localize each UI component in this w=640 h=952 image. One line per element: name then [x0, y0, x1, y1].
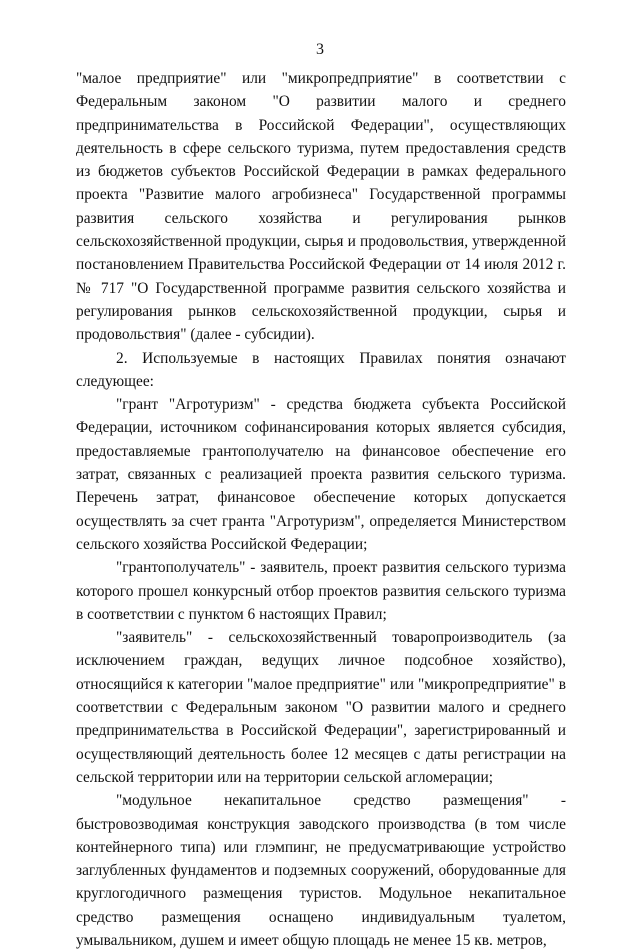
page-number: 3 [316, 41, 324, 58]
paragraph-definition-grant-recipient: "грантополучатель" - заявитель, проект развития сельского туризма которого прошел конкурсный отбор проектов развития сельского туризма в соответствии с пунктом 6 настоящих Правил; [76, 559, 566, 623]
paragraph-continuation: "малое предприятие" или "микропредприятие" в соответствии с Федеральным законом "О развитии малого и среднего предпринимательства в Российской Федерации", осуществляющих деятельность в сфере сельского туризма, путем предоставления средств из бюджетов субъектов Российской Федерации в рамках федерального проекта "Развитие малого агробизнеса" Государственной программы развития сельского хозяйства и регулирования рынков сельскохозяйственной продукции, сырья и продовольствия, утвержденной постановлением Правительства Российской Федерации от 14 июля 2012 г. № 717 "О Государственной программе развития сельского хозяйства и регулирования рынков сельскохозяйственной продукции, сырья и продовольствия" (далее - субсидии). [76, 70, 566, 344]
paragraph-definition-applicant: "заявитель" - сельскохозяйственный товаропроизводитель (за исключением граждан, ведущих личное подсобное хозяйство), относящийся к категории "малое предприятие" или "микропредприятие" в соответствии с Федеральным законом "О развитии малого и среднего предпринимательства в Российской Федерации", зарегистрированный и осуществляющий деятельность более 12 месяцев с даты регистрации на сельской территории или на территории сельской агломерации; [76, 629, 566, 786]
paragraph-item-2-heading: 2. Используемые в настоящих Правилах понятия означают следующее: [76, 349, 566, 390]
paragraph-definition-modular-accommodation: "модульное некапитальное средство размещения" - быстровозводимая конструкция заводского производства (в том числе контейнерного типа) или глэмпинг, не предусматривающие устройство заглубленных фундаментов и подземных сооружений, оборудованные для круглогодичного размещения туристов. Модульное некапитальное средство размещения оснащено индивидуальным туалетом, умывальником, душем и имеет общую площадь не менее 15 кв. метров, [76, 792, 566, 949]
paragraph-definition-grant-agrotourism: "грант "Агротуризм" - средства бюджета субъекта Российской Федерации, источником софинансирования которых является субсидия, предоставляемые грантополучателю на финансовое обеспечение его затрат, связанных с реализацией проекта развития сельского туризма. Перечень затрат, финансовое обеспечение которых допускается осуществлять за счет гранта "Агротуризм", определяется Министерством сельского хозяйства Российской Федерации; [76, 396, 566, 553]
document-body [76, 67, 566, 952]
